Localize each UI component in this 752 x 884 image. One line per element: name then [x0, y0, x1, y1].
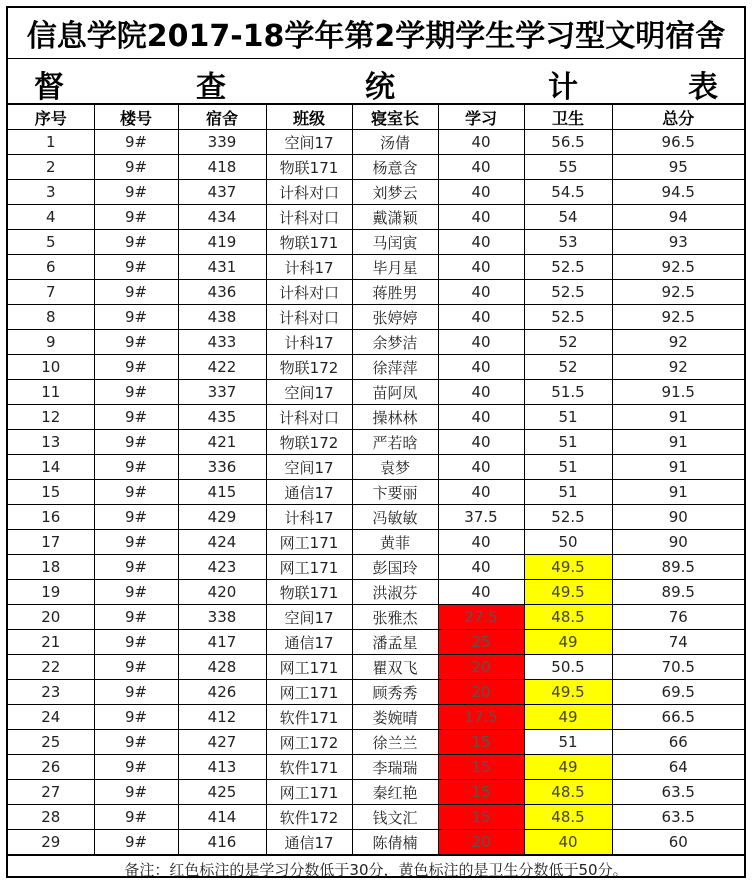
cell-study-score: 40	[438, 205, 524, 230]
cell-room: 426	[178, 680, 266, 705]
cell-index: 17	[8, 530, 94, 555]
cell-index: 8	[8, 305, 94, 330]
cell-leader: 冯敏敏	[352, 505, 438, 530]
cell-total-score: 60	[612, 830, 744, 855]
table-row	[8, 280, 744, 305]
cell-index: 6	[8, 255, 94, 280]
cell-study-score: 20	[438, 830, 524, 855]
cell-class: 计科对口	[266, 205, 352, 230]
cell-total-score: 92	[612, 330, 744, 355]
cell-study-score: 17.5	[438, 705, 524, 730]
cell-study-score: 15	[438, 780, 524, 805]
cell-total-score: 89.5	[612, 555, 744, 580]
cell-leader: 徐兰兰	[352, 730, 438, 755]
table-row	[8, 130, 744, 155]
cell-total-score: 92.5	[612, 305, 744, 330]
cell-leader: 杨意含	[352, 155, 438, 180]
cell-building: 9#	[94, 605, 178, 630]
cell-study-score: 40	[438, 555, 524, 580]
cell-study-score: 27.5	[438, 605, 524, 630]
cell-room: 415	[178, 480, 266, 505]
cell-index: 16	[8, 505, 94, 530]
cell-study-score: 40	[438, 280, 524, 305]
cell-index: 28	[8, 805, 94, 830]
cell-room: 428	[178, 655, 266, 680]
cell-index: 2	[8, 155, 94, 180]
cell-study-score: 37.5	[438, 505, 524, 530]
cell-total-score: 92.5	[612, 255, 744, 280]
col-header-room: 宿舍	[178, 105, 266, 130]
cell-leader: 余梦洁	[352, 330, 438, 355]
cell-total-score: 91	[612, 455, 744, 480]
cell-hygiene-score: 55	[524, 155, 612, 180]
cell-class: 计科对口	[266, 305, 352, 330]
cell-index: 27	[8, 780, 94, 805]
cell-hygiene-score: 52.5	[524, 305, 612, 330]
cell-building: 9#	[94, 230, 178, 255]
cell-class: 网工171	[266, 555, 352, 580]
cell-hygiene-score: 50.5	[524, 655, 612, 680]
cell-class: 计科对口	[266, 280, 352, 305]
cell-room: 424	[178, 530, 266, 555]
cell-index: 22	[8, 655, 94, 680]
table-row	[8, 530, 744, 555]
report-subtitle	[8, 59, 744, 105]
cell-building: 9#	[94, 680, 178, 705]
cell-building: 9#	[94, 330, 178, 355]
cell-room: 336	[178, 455, 266, 480]
cell-room: 423	[178, 555, 266, 580]
cell-class: 网工172	[266, 730, 352, 755]
col-header-study: 学习	[438, 105, 524, 130]
cell-hygiene-score: 50	[524, 530, 612, 555]
table-row	[8, 630, 744, 655]
cell-study-score: 25	[438, 630, 524, 655]
cell-room: 338	[178, 605, 266, 630]
cell-room: 421	[178, 430, 266, 455]
cell-total-score: 91	[612, 480, 744, 505]
cell-study-score: 40	[438, 355, 524, 380]
cell-room: 433	[178, 330, 266, 355]
cell-class: 物联171	[266, 155, 352, 180]
table-row	[8, 505, 744, 530]
cell-hygiene-score: 53	[524, 230, 612, 255]
cell-building: 9#	[94, 180, 178, 205]
cell-total-score: 89.5	[612, 580, 744, 605]
cell-total-score: 94	[612, 205, 744, 230]
cell-hygiene-score: 52.5	[524, 255, 612, 280]
cell-study-score: 40	[438, 380, 524, 405]
cell-building: 9#	[94, 255, 178, 280]
table-row	[8, 755, 744, 780]
cell-total-score: 91	[612, 405, 744, 430]
cell-study-score: 40	[438, 230, 524, 255]
cell-room: 438	[178, 305, 266, 330]
cell-room: 414	[178, 805, 266, 830]
cell-index: 25	[8, 730, 94, 755]
cell-room: 425	[178, 780, 266, 805]
cell-leader: 马闰寅	[352, 230, 438, 255]
cell-total-score: 66	[612, 730, 744, 755]
table-row	[8, 555, 744, 580]
cell-study-score: 40	[438, 405, 524, 430]
cell-study-score: 40	[438, 330, 524, 355]
cell-room: 429	[178, 505, 266, 530]
cell-room: 431	[178, 255, 266, 280]
cell-total-score: 93	[612, 230, 744, 255]
cell-class: 通信17	[266, 480, 352, 505]
cell-building: 9#	[94, 530, 178, 555]
cell-total-score: 90	[612, 530, 744, 555]
cell-study-score: 40	[438, 155, 524, 180]
cell-building: 9#	[94, 130, 178, 155]
cell-total-score: 70.5	[612, 655, 744, 680]
cell-index: 11	[8, 380, 94, 405]
table-row	[8, 580, 744, 605]
cell-leader: 戴潇颖	[352, 205, 438, 230]
cell-total-score: 94.5	[612, 180, 744, 205]
cell-total-score: 95	[612, 155, 744, 180]
cell-class: 空间17	[266, 455, 352, 480]
dorm-score-table	[8, 105, 744, 855]
cell-building: 9#	[94, 455, 178, 480]
col-header-building: 楼号	[94, 105, 178, 130]
cell-class: 软件171	[266, 755, 352, 780]
cell-class: 网工171	[266, 680, 352, 705]
table-body	[8, 130, 744, 855]
table-row	[8, 180, 744, 205]
cell-hygiene-score: 52	[524, 355, 612, 380]
cell-class: 空间17	[266, 130, 352, 155]
cell-hygiene-score: 49.5	[524, 555, 612, 580]
cell-hygiene-score: 48.5	[524, 780, 612, 805]
cell-index: 21	[8, 630, 94, 655]
cell-total-score: 63.5	[612, 805, 744, 830]
col-header-hygiene: 卫生	[524, 105, 612, 130]
table-row	[8, 680, 744, 705]
cell-index: 10	[8, 355, 94, 380]
cell-total-score: 90	[612, 505, 744, 530]
cell-index: 26	[8, 755, 94, 780]
cell-room: 416	[178, 830, 266, 855]
table-header-row	[8, 105, 744, 130]
cell-index: 13	[8, 430, 94, 455]
cell-leader: 刘梦云	[352, 180, 438, 205]
cell-building: 9#	[94, 580, 178, 605]
table-row	[8, 705, 744, 730]
cell-leader: 苗阿凤	[352, 380, 438, 405]
cell-leader: 彭国玲	[352, 555, 438, 580]
table-row	[8, 430, 744, 455]
col-header-index: 序号	[8, 105, 94, 130]
table-row	[8, 605, 744, 630]
cell-study-score: 40	[438, 180, 524, 205]
cell-hygiene-score: 51	[524, 455, 612, 480]
cell-room: 412	[178, 705, 266, 730]
subtitle-char: 统	[365, 70, 395, 105]
cell-hygiene-score: 49.5	[524, 680, 612, 705]
cell-leader: 操林林	[352, 405, 438, 430]
cell-total-score: 76	[612, 605, 744, 630]
cell-total-score: 74	[612, 630, 744, 655]
cell-leader: 蒋胜男	[352, 280, 438, 305]
cell-room: 413	[178, 755, 266, 780]
cell-building: 9#	[94, 405, 178, 430]
table-row	[8, 355, 744, 380]
cell-building: 9#	[94, 355, 178, 380]
table-row	[8, 780, 744, 805]
table-row	[8, 205, 744, 230]
cell-leader: 袁梦	[352, 455, 438, 480]
cell-building: 9#	[94, 305, 178, 330]
cell-hygiene-score: 49	[524, 705, 612, 730]
cell-study-score: 40	[438, 305, 524, 330]
cell-room: 427	[178, 730, 266, 755]
cell-building: 9#	[94, 555, 178, 580]
cell-study-score: 40	[438, 255, 524, 280]
cell-leader: 瞿双飞	[352, 655, 438, 680]
cell-study-score: 40	[438, 530, 524, 555]
table-footnote: 备注：红色标注的是学习分数低于30分，黄色标注的是卫生分数低于50分。	[8, 855, 744, 882]
cell-study-score: 20	[438, 655, 524, 680]
cell-class: 物联171	[266, 580, 352, 605]
cell-leader: 张婷婷	[352, 305, 438, 330]
cell-hygiene-score: 51.5	[524, 380, 612, 405]
cell-total-score: 69.5	[612, 680, 744, 705]
table-row	[8, 405, 744, 430]
cell-class: 物联171	[266, 230, 352, 255]
cell-hygiene-score: 52.5	[524, 280, 612, 305]
cell-study-score: 40	[438, 580, 524, 605]
cell-building: 9#	[94, 155, 178, 180]
subtitle-char: 计	[548, 70, 578, 105]
cell-hygiene-score: 51	[524, 405, 612, 430]
table-row	[8, 380, 744, 405]
table-row	[8, 455, 744, 480]
cell-hygiene-score: 49	[524, 755, 612, 780]
cell-leader: 严若晗	[352, 430, 438, 455]
cell-hygiene-score: 54.5	[524, 180, 612, 205]
table-row	[8, 305, 744, 330]
cell-hygiene-score: 54	[524, 205, 612, 230]
cell-class: 计科17	[266, 255, 352, 280]
cell-leader: 李瑞瑞	[352, 755, 438, 780]
cell-leader: 顾秀秀	[352, 680, 438, 705]
cell-building: 9#	[94, 805, 178, 830]
cell-index: 1	[8, 130, 94, 155]
report-sheet	[6, 6, 746, 878]
cell-leader: 卞要丽	[352, 480, 438, 505]
cell-class: 通信17	[266, 630, 352, 655]
cell-class: 网工171	[266, 780, 352, 805]
cell-class: 计科17	[266, 330, 352, 355]
cell-building: 9#	[94, 830, 178, 855]
cell-building: 9#	[94, 630, 178, 655]
cell-study-score: 15	[438, 805, 524, 830]
table-row	[8, 480, 744, 505]
table-row	[8, 230, 744, 255]
cell-hygiene-score: 49	[524, 630, 612, 655]
cell-index: 18	[8, 555, 94, 580]
cell-index: 20	[8, 605, 94, 630]
cell-study-score: 20	[438, 680, 524, 705]
cell-leader: 秦红艳	[352, 780, 438, 805]
cell-study-score: 40	[438, 480, 524, 505]
cell-total-score: 64	[612, 755, 744, 780]
cell-hygiene-score: 51	[524, 730, 612, 755]
cell-class: 网工171	[266, 655, 352, 680]
cell-index: 3	[8, 180, 94, 205]
cell-building: 9#	[94, 505, 178, 530]
cell-building: 9#	[94, 480, 178, 505]
subtitle-char: 督	[34, 70, 64, 105]
cell-room: 337	[178, 380, 266, 405]
cell-hygiene-score: 48.5	[524, 805, 612, 830]
cell-hygiene-score: 51	[524, 480, 612, 505]
cell-class: 计科17	[266, 505, 352, 530]
cell-index: 12	[8, 405, 94, 430]
cell-room: 419	[178, 230, 266, 255]
cell-room: 422	[178, 355, 266, 380]
cell-building: 9#	[94, 705, 178, 730]
cell-building: 9#	[94, 430, 178, 455]
cell-index: 24	[8, 705, 94, 730]
cell-hygiene-score: 40	[524, 830, 612, 855]
cell-building: 9#	[94, 280, 178, 305]
cell-leader: 洪淑芬	[352, 580, 438, 605]
table-row	[8, 155, 744, 180]
table-row	[8, 805, 744, 830]
cell-room: 437	[178, 180, 266, 205]
cell-total-score: 92.5	[612, 280, 744, 305]
cell-total-score: 92	[612, 355, 744, 380]
cell-leader: 娄婉晴	[352, 705, 438, 730]
cell-class: 软件171	[266, 705, 352, 730]
table-row	[8, 255, 744, 280]
cell-room: 435	[178, 405, 266, 430]
cell-hygiene-score: 48.5	[524, 605, 612, 630]
cell-index: 9	[8, 330, 94, 355]
cell-leader: 汤倩	[352, 130, 438, 155]
cell-index: 29	[8, 830, 94, 855]
cell-total-score: 91.5	[612, 380, 744, 405]
cell-class: 计科对口	[266, 180, 352, 205]
cell-room: 339	[178, 130, 266, 155]
cell-hygiene-score: 52.5	[524, 505, 612, 530]
cell-building: 9#	[94, 655, 178, 680]
report-title: 信息学院2017-18学年第2学期学生学习型文明宿舍	[8, 8, 744, 59]
cell-building: 9#	[94, 380, 178, 405]
cell-hygiene-score: 56.5	[524, 130, 612, 155]
cell-study-score: 15	[438, 755, 524, 780]
cell-building: 9#	[94, 205, 178, 230]
cell-class: 空间17	[266, 380, 352, 405]
cell-total-score: 96.5	[612, 130, 744, 155]
cell-hygiene-score: 51	[524, 430, 612, 455]
cell-index: 15	[8, 480, 94, 505]
cell-class: 空间17	[266, 605, 352, 630]
cell-hygiene-score: 52	[524, 330, 612, 355]
cell-class: 计科对口	[266, 405, 352, 430]
cell-room: 417	[178, 630, 266, 655]
cell-index: 7	[8, 280, 94, 305]
table-row	[8, 830, 744, 855]
subtitle-char: 查	[196, 70, 226, 105]
cell-index: 4	[8, 205, 94, 230]
cell-leader: 钱文汇	[352, 805, 438, 830]
cell-study-score: 40	[438, 455, 524, 480]
cell-room: 434	[178, 205, 266, 230]
col-header-total: 总分	[612, 105, 744, 130]
cell-room: 418	[178, 155, 266, 180]
cell-room: 420	[178, 580, 266, 605]
cell-index: 19	[8, 580, 94, 605]
cell-total-score: 63.5	[612, 780, 744, 805]
table-row	[8, 730, 744, 755]
cell-class: 物联172	[266, 430, 352, 455]
cell-class: 物联172	[266, 355, 352, 380]
table-row	[8, 655, 744, 680]
cell-leader: 潘孟星	[352, 630, 438, 655]
cell-class: 网工171	[266, 530, 352, 555]
cell-total-score: 91	[612, 430, 744, 455]
cell-study-score: 15	[438, 730, 524, 755]
cell-leader: 张雅杰	[352, 605, 438, 630]
cell-building: 9#	[94, 755, 178, 780]
cell-leader: 陈倩楠	[352, 830, 438, 855]
cell-leader: 黄菲	[352, 530, 438, 555]
cell-leader: 毕月星	[352, 255, 438, 280]
col-header-class: 班级	[266, 105, 352, 130]
cell-building: 9#	[94, 730, 178, 755]
cell-class: 通信17	[266, 830, 352, 855]
col-header-leader: 寝室长	[352, 105, 438, 130]
cell-room: 436	[178, 280, 266, 305]
cell-leader: 徐萍萍	[352, 355, 438, 380]
cell-index: 5	[8, 230, 94, 255]
cell-index: 23	[8, 680, 94, 705]
subtitle-char: 表	[688, 70, 718, 105]
cell-hygiene-score: 49.5	[524, 580, 612, 605]
cell-study-score: 40	[438, 130, 524, 155]
cell-index: 14	[8, 455, 94, 480]
cell-building: 9#	[94, 780, 178, 805]
cell-class: 软件172	[266, 805, 352, 830]
cell-total-score: 66.5	[612, 705, 744, 730]
table-row	[8, 330, 744, 355]
cell-study-score: 40	[438, 430, 524, 455]
